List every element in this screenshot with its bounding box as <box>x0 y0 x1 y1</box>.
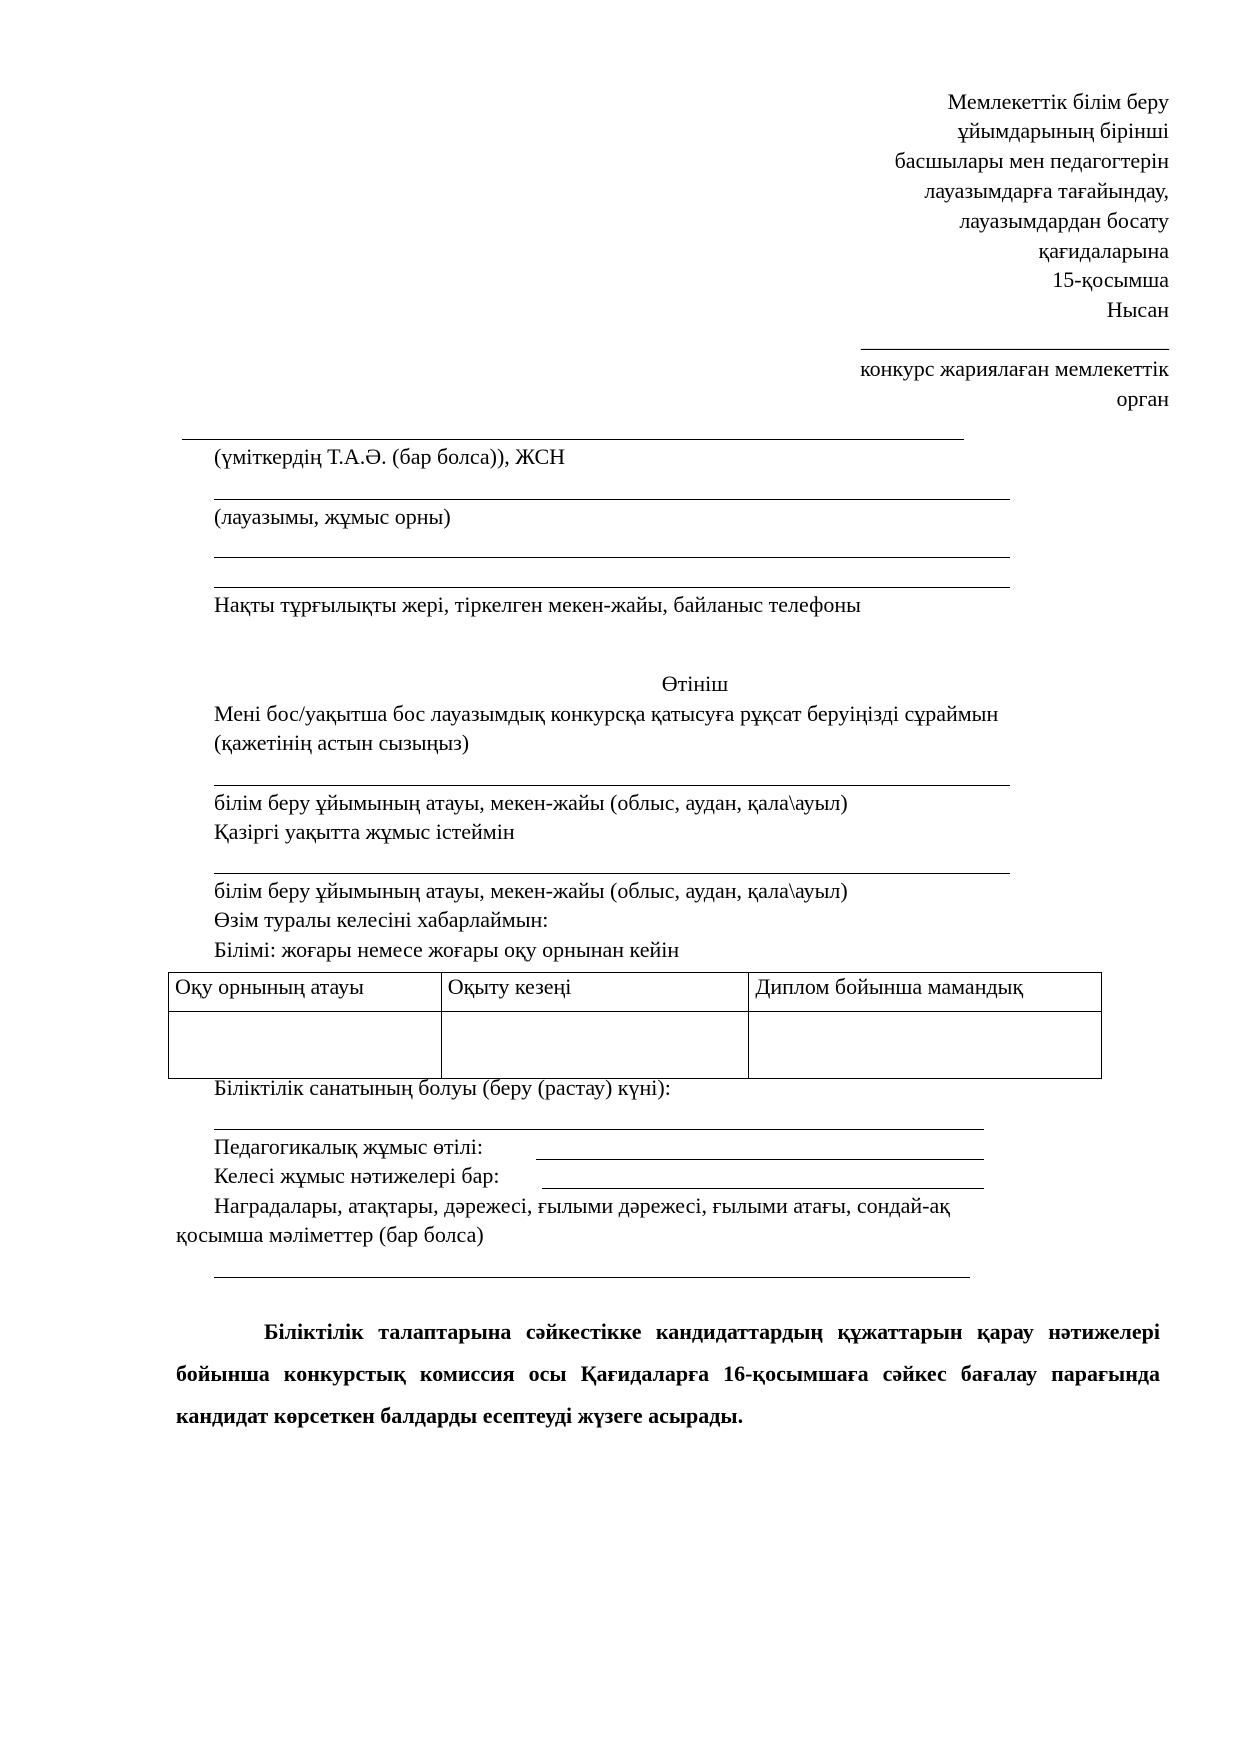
position-input-line[interactable] <box>214 499 1010 500</box>
request-line-1: Мені бос/уақытша бос лауазымдық конкурсқа қатысуға рұқсат беруіңізді сұраймын <box>214 701 999 726</box>
category-input-line[interactable] <box>214 1129 984 1130</box>
experience-input-line[interactable] <box>536 1159 984 1160</box>
evaluation-note-text: Біліктілік талаптарына сәйкестікке кандидаттардың құжаттарын қарау нәтижелері бойынша конкурстық комиссия осы Қағидаларға 16-қосымшаға сәйкес бағалау парағында кандидат көрсеткен балдарды есептеуді жүзеге асырады. <box>176 1319 1160 1428</box>
results-label: Келесі жұмыс нәтижелері бар: <box>214 1163 500 1188</box>
about-me-label: Өзім туралы келесіні хабарлаймын: <box>214 907 549 932</box>
awards-line-2: қосымша мәліметтер (бар болса) <box>176 1222 484 1247</box>
authority-line[interactable]: ____________________________ <box>861 327 1169 352</box>
current-work-label: Қазіргі уақытта жұмыс істеймін <box>214 819 515 844</box>
header-line-5: лауазымдардан босату <box>959 208 1169 233</box>
education-table <box>168 972 1102 1079</box>
target-org-label: білім беру ұйымының атауы, мекен-жайы (облыс, аудан, қала\ауыл) <box>214 790 848 815</box>
current-org-label: білім беру ұйымының атауы, мекен-жайы (облыс, аудан, қала\ауыл) <box>214 878 848 903</box>
authority-label-1: конкурс жариялаған мемлекеттік <box>860 356 1169 381</box>
header-line-4: лауазымдарға тағайындау, <box>924 178 1169 203</box>
form-label: Нысан <box>1106 297 1169 322</box>
target-org-input-line[interactable] <box>214 785 1010 786</box>
column-header-specialty: Диплом бойынша мамандық <box>749 973 1102 1012</box>
address-label: Нақты тұрғылықты жері, тіркелген мекен-жайы, байланыс телефоны <box>214 592 861 617</box>
awards-input-line[interactable] <box>214 1277 970 1278</box>
address-input-line-2[interactable] <box>214 587 1010 588</box>
column-header-period: Оқыту кезеңі <box>441 973 749 1012</box>
evaluation-note <box>176 1311 1160 1437</box>
position-label: (лауазымы, жұмыс орны) <box>214 504 451 529</box>
appendix-number: 15-қосымша <box>1052 267 1169 292</box>
header-line-3: басшылары мен педагогтерін <box>894 148 1169 173</box>
cell-institution[interactable] <box>169 1012 442 1079</box>
cell-specialty[interactable] <box>749 1012 1102 1079</box>
header-line-2: ұйымдарының бірінші <box>957 118 1169 143</box>
authority-label-2: орган <box>1116 386 1169 411</box>
address-input-line-1[interactable] <box>214 557 1010 558</box>
request-line-2: (қажетінің астын сызыңыз) <box>214 730 470 755</box>
table-header-row <box>169 973 1102 1012</box>
results-input-line[interactable] <box>542 1188 984 1189</box>
experience-label: Педагогикалық жұмыс өтілі: <box>214 1134 483 1159</box>
current-org-input-line[interactable] <box>214 873 1010 874</box>
category-label: Біліктілік санатының болуы (беру (растау) күні): <box>214 1075 671 1100</box>
name-label: (үміткердің Т.А.Ә. (бар болса)), ЖСН <box>214 444 566 469</box>
header-line-1: Мемлекеттік білім беру <box>947 89 1169 114</box>
header-line-6: қағидаларына <box>1038 238 1169 263</box>
education-label: Білімі: жоғары немесе жоғары оқу орнынан кейін <box>214 937 680 962</box>
cell-period[interactable] <box>441 1012 749 1079</box>
table-row <box>169 1012 1102 1079</box>
name-input-line[interactable] <box>182 439 964 440</box>
awards-line-1: Наградалары, атақтары, дәрежесі, ғылыми дәрежесі, ғылыми атағы, сондай-ақ <box>214 1193 950 1218</box>
application-title: Өтініш <box>661 671 729 696</box>
column-header-institution: Оқу орнының атауы <box>169 973 442 1012</box>
